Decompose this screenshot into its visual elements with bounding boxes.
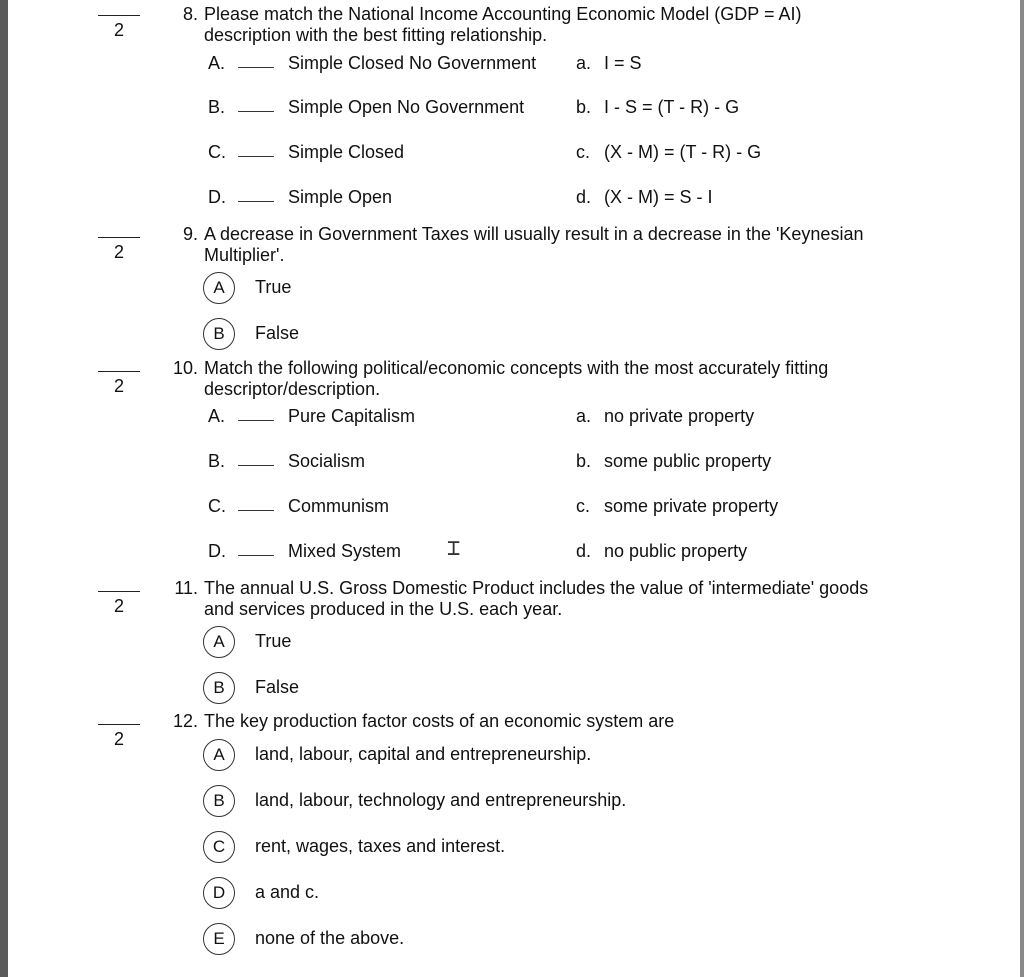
question-text: A decrease in Government Taxes will usually result in a decrease in the 'Keynesian Multiplier'.	[204, 224, 864, 265]
answer-option[interactable]: E none of the above.	[0, 923, 1000, 957]
question-number: 9.	[182, 224, 198, 244]
match-row: A. Pure Capitalism a. no private property	[208, 406, 755, 426]
option-bubble[interactable]: E	[203, 923, 235, 955]
match-row: B. Socialism b. some public property	[208, 451, 772, 471]
score-field[interactable]: 2	[97, 6, 141, 40]
question-number: 8.	[182, 4, 198, 24]
answer-blank[interactable]	[238, 510, 274, 511]
option-bubble[interactable]: C	[203, 831, 235, 863]
match-row: B. Simple Open No Government b. I - S = (T - R) - G	[208, 97, 740, 117]
question-number: 10.	[172, 358, 198, 378]
question-number: 11.	[174, 578, 198, 598]
match-row: D. Simple Open d. (X - M) = S - I	[208, 187, 713, 207]
answer-option[interactable]: A True	[0, 272, 1000, 306]
option-bubble[interactable]: B	[203, 672, 235, 704]
match-row: D. Mixed System d. no public property	[208, 541, 748, 561]
answer-option[interactable]: B land, labour, technology and entrepreneurship.	[0, 785, 1000, 819]
answer-blank[interactable]	[238, 67, 274, 68]
text-cursor-icon: ⌶	[447, 536, 461, 561]
viewer-scrollbar[interactable]	[1020, 0, 1024, 977]
match-row: C. Communism c. some private property	[208, 496, 779, 516]
answer-blank[interactable]	[238, 111, 274, 112]
answer-option[interactable]: D a and c.	[0, 877, 1000, 911]
question-number: 12.	[172, 711, 198, 731]
option-bubble[interactable]: A	[203, 739, 235, 771]
answer-blank[interactable]	[238, 156, 274, 157]
answer-option[interactable]: A land, labour, capital and entrepreneurship.	[0, 739, 1000, 773]
match-row: A. Simple Closed No Government a. I = S	[208, 53, 642, 73]
answer-blank[interactable]	[238, 201, 274, 202]
score-field[interactable]: 2	[97, 228, 141, 262]
question-text: The key production factor costs of an economic system are	[204, 711, 675, 731]
score-field[interactable]: 2	[97, 362, 141, 396]
question-text: Match the following political/economic concepts with the most accurately fitting descriptor/description.	[204, 358, 829, 399]
option-bubble[interactable]: D	[203, 877, 235, 909]
match-row: C. Simple Closed c. (X - M) = (T - R) - G	[208, 142, 762, 162]
answer-option[interactable]: C rent, wages, taxes and interest.	[0, 831, 1000, 865]
answer-blank[interactable]	[238, 555, 274, 556]
answer-option[interactable]: A True	[0, 626, 1000, 660]
score-field[interactable]: 2	[97, 715, 141, 749]
score-field[interactable]: 2	[97, 582, 141, 616]
answer-blank[interactable]	[238, 420, 274, 421]
option-bubble[interactable]: B	[203, 318, 235, 350]
question-text: Please match the National Income Accounting Economic Model (GDP = AI) description with the best fitting relationship.	[204, 4, 802, 45]
answer-blank[interactable]	[238, 465, 274, 466]
question-text: The annual U.S. Gross Domestic Product includes the value of 'intermediate' goods and services produced in the U.S. each year.	[204, 578, 869, 619]
option-bubble[interactable]: A	[203, 626, 235, 658]
answer-option[interactable]: B False	[0, 672, 1000, 706]
answer-option[interactable]: B False	[0, 318, 1000, 352]
option-bubble[interactable]: A	[203, 272, 235, 304]
option-bubble[interactable]: B	[203, 785, 235, 817]
